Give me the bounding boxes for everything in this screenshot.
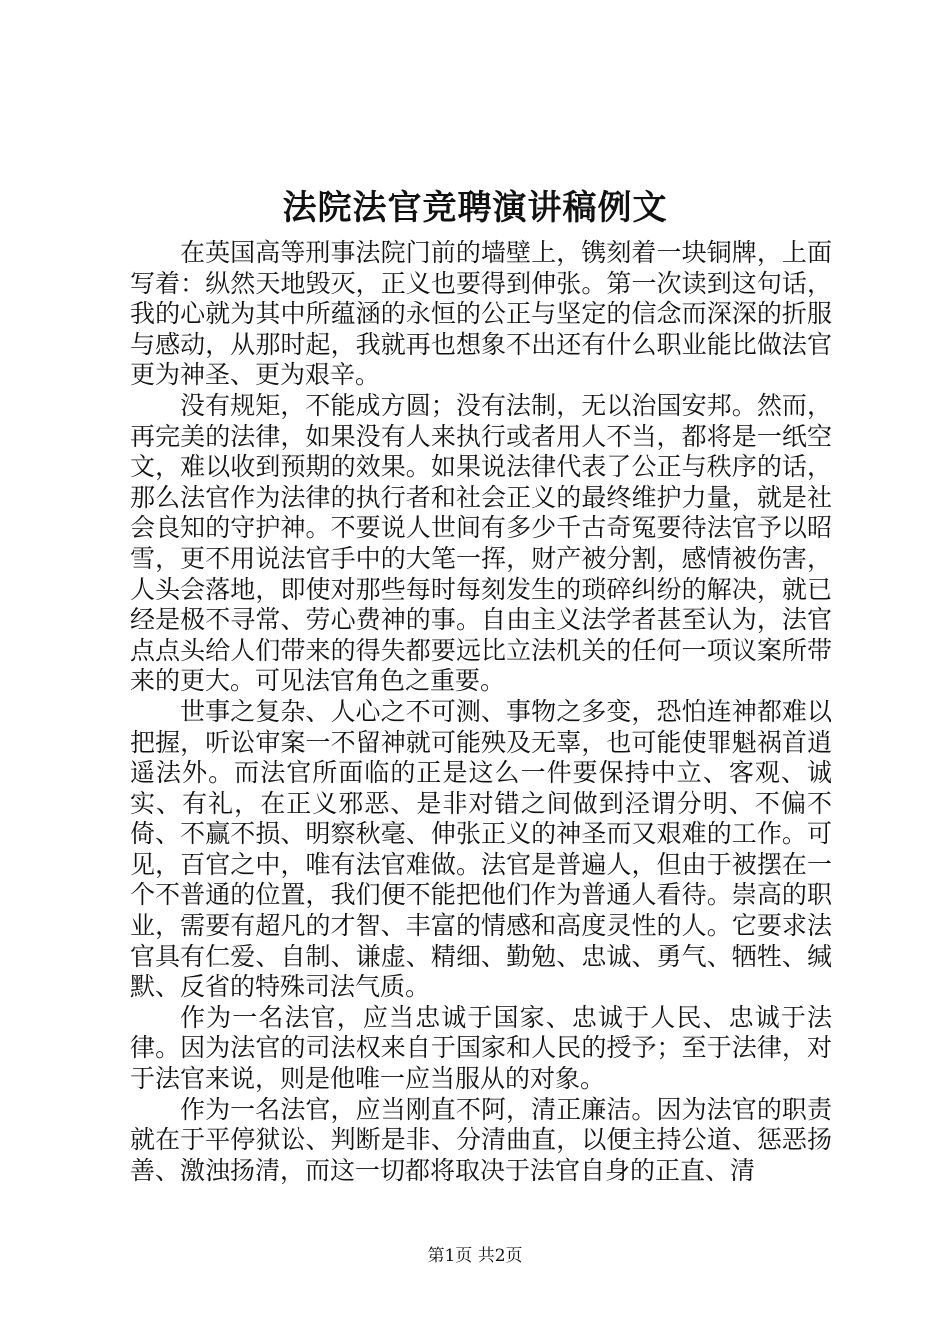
paragraph-4: 作为一名法官，应当忠诚于国家、忠诚于人民、忠诚于法律。因为法官的司法权来自于国家和人民的授予；至于法律，对于法官来说，则是他唯一应当服从的对象。 bbox=[130, 1002, 832, 1094]
paragraph-5: 作为一名法官，应当刚直不阿，清正廉洁。因为法官的职责就在于平停狱讼、判断是非、分清曲直，以便主持公道、惩恶扬善、激浊扬清，而这一切都将取决于法官自身的正直、清 bbox=[130, 1094, 832, 1185]
document-title: 法院法官竞聘演讲稿例文 bbox=[282, 188, 668, 228]
paragraph-2: 没有规矩，不能成方圆；没有法制，无以治国安邦。然而，再完美的法律，如果没有人来执行或者用人不当，都将是一纸空文，难以收到预期的效果。如果说法律代表了公正与秩序的话，那么法官作为法律的执行者和社会正义的最终维护力量，就是社会良知的守护神。不要说人世间有多少千古奇冤要待法官予以昭雪，更不用说法官手中的大笔一挥，财产被分割，感情被伤害，人头会落地，即使对那些每时每刻发生的琐碎纠纷的解决，就已经是极不寻常、劳心费神的事。自由主义法学者甚至认为，法官点点头给人们带来的得失都要远比立法机关的任何一项议案所带来的更大。可见法官角色之重要。 bbox=[130, 390, 832, 696]
document-body bbox=[130, 238, 832, 1186]
paragraph-3: 世事之复杂、人心之不可测、事物之多变，恐怕连神都难以把握，听讼审案一不留神就可能殃及无辜，也可能使罪魁祸首逍遥法外。而法官所面临的正是这么一件要保持中立、客观、诚实、有礼，在正义邪恶、是非对错之间做到泾谓分明、不偏不倚、不赢不损、明察秋毫、伸张正义的神圣而又艰难的工作。可见，百官之中，唯有法官难做。法官是普遍人，但由于被摆在一个不普通的位置，我们便不能把他们作为普通人看待。崇高的职业，需要有超凡的才智、丰富的情感和高度灵性的人。它要求法官具有仁爱、自制、谦虚、精细、勤勉、忠诚、勇气、牺牲、缄默、反省的特殊司法气质。 bbox=[130, 696, 832, 1002]
page-footer: 第1页 共2页 bbox=[427, 1246, 523, 1266]
paragraph-1: 在英国高等刑事法院门前的墙壁上，镌刻着一块铜牌，上面写着：纵然天地毁灭，正义也要得到伸张。第一次读到这句话，我的心就为其中所蕴涵的永恒的公正与坚定的信念而深深的折服与感动，从那时起，我就再也想象不出还有什么职业能比做法官更为神圣、更为艰辛。 bbox=[130, 238, 832, 390]
